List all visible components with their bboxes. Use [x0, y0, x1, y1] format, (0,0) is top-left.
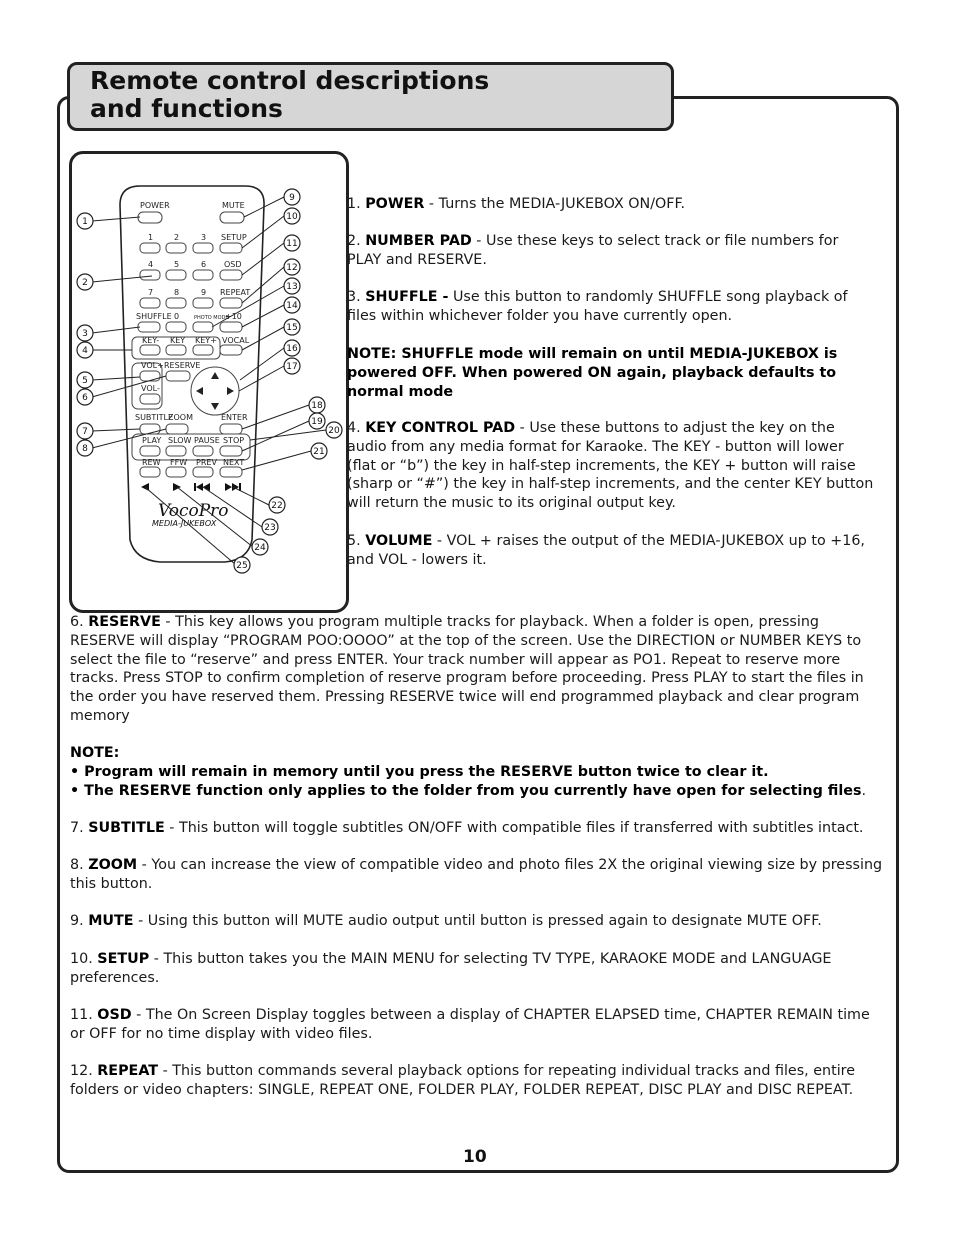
callout-16: 16: [286, 344, 298, 354]
label-rew: REW: [142, 458, 161, 467]
item-repeat: 12. REPEAT - This button commands several playback options for repeating individual tracks and files, entire folders or video chapters: SINGLE, REPEAT ONE, FOLDER PLAY, FOLDER REPEAT, DISC PLAY and DISC REPEAT.: [70, 1063, 856, 1098]
label-mute: MUTE: [222, 201, 245, 210]
label-5: 5: [174, 260, 180, 269]
callout-5: 5: [82, 376, 88, 386]
label-next: NEXT: [223, 458, 245, 467]
label-subtitle: SUBTITLE: [135, 413, 174, 422]
callout-8: 8: [82, 444, 88, 454]
label-key: KEY: [170, 336, 186, 345]
label-plus10: +10: [225, 312, 242, 321]
label-play: PLAY: [142, 436, 162, 445]
callout-14: 14: [286, 301, 298, 311]
label-4: 4: [148, 260, 154, 269]
callout-2: 2: [82, 278, 88, 288]
label-2: 2: [174, 233, 180, 242]
item-subtitle: 7. SUBTITLE - This button will toggle subtitles ON/OFF with compatible files if transferred with subtitles intact.: [70, 820, 864, 836]
item-volume: 5. VOLUME - VOL + raises the output of the MEDIA-JUKEBOX up to +16, and VOL - lowers it.: [347, 533, 865, 568]
reserve-note: NOTE: • Program will remain in memory until you press the RESERVE button twice to clear it. • The RESERVE function only applies to the folder from you currently have open for selecting files.: [70, 745, 867, 799]
item-reserve: 6. RESERVE - This key allows you program multiple tracks for playback. When a folder is open, pressing RESERVE will display “PROGRAM POO:OOOO” at the top of the screen. Use the DIRECTION or NUMBER KEYS to select the file to “reserve” and press ENTER. Your track number will appear as PO1. Repeat to reserve more tracks. Press STOP to confirm completion of reserve program before proceeding. Press PLAY to start the files in the order you have reserved them. Pressing RESERVE twice will end programmed playback and clear program memory: [70, 614, 864, 724]
callout-20: 20: [328, 426, 340, 436]
mute-button-shape: [220, 212, 244, 223]
label-ffw: FFW: [170, 458, 188, 467]
callout-1: 1: [82, 217, 88, 227]
item-key-control-pad: 4. KEY CONTROL PAD - Use these buttons to adjust the key on the audio from any media format for Karaoke. The KEY - button will lower (flat or “b”) the key in half-step increments, the KEY + button will raise (sharp or “#”) the key in half-step increments, and the center KEY button will return the music to its original output key.: [347, 420, 874, 512]
label-enter: ENTER: [221, 413, 248, 422]
label-prev: PREV: [196, 458, 217, 467]
shuffle-note: NOTE: SHUFFLE mode will remain on until MEDIA-JUKEBOX is powered OFF. When powered ON again, playback defaults to normal mode: [347, 346, 838, 400]
label-shuffle: SHUFFLE: [136, 312, 172, 321]
callout-17: 17: [286, 362, 298, 372]
prev-icon: [194, 483, 196, 491]
label-vol-minus: VOL-: [141, 384, 160, 393]
callout-11: 11: [286, 239, 298, 249]
callout-4: 4: [82, 346, 88, 356]
label-6: 6: [201, 260, 207, 269]
label-osd: OSD: [224, 260, 242, 269]
callout-23: 23: [264, 523, 276, 533]
item-number-pad: 2. NUMBER PAD - Use these keys to select track or file numbers for PLAY and RESERVE.: [347, 233, 839, 268]
callout-3: 3: [82, 329, 88, 339]
model-name: MEDIA-JUKEBOX: [152, 519, 217, 528]
callout-22: 22: [271, 501, 283, 511]
item-zoom: 8. ZOOM - You can increase the view of compatible video and photo files 2X the original viewing size by pressing this button.: [70, 857, 883, 892]
page-title: Remote control descriptions and functions: [90, 66, 490, 123]
item-mute: 9. MUTE - Using this button will MUTE audio output until button is pressed again to designate MUTE OFF.: [70, 913, 822, 929]
label-vol-plus: VOL+: [141, 361, 164, 370]
label-9: 9: [201, 288, 207, 297]
callout-10: 10: [286, 212, 298, 222]
label-1: 1: [148, 233, 154, 242]
label-3: 3: [201, 233, 207, 242]
page-number: 10: [463, 1147, 487, 1167]
brand-logo: VocoPro: [158, 501, 229, 521]
item-osd: 11. OSD - The On Screen Display toggles between a display of CHAPTER ELAPSED time, CHAPTER REMAIN time or OFF for no time display with video files.: [70, 1007, 870, 1042]
label-power: POWER: [140, 201, 170, 210]
label-0: 0: [174, 312, 180, 321]
callout-25: 25: [236, 561, 248, 571]
label-pause: PAUSE: [194, 436, 220, 445]
callout-7: 7: [82, 427, 88, 437]
callout-24: 24: [254, 543, 266, 553]
label-8: 8: [174, 288, 180, 297]
label-slow: SLOW: [168, 436, 192, 445]
item-shuffle: 3. SHUFFLE - Use this button to randomly SHUFFLE song playback of files within whichever folder you have currently open.: [347, 289, 848, 324]
callout-18: 18: [311, 401, 323, 411]
label-zoom: ZOOM: [168, 413, 193, 422]
item-power: 1. POWER - Turns the MEDIA-JUKEBOX ON/OFF.: [347, 196, 686, 212]
label-setup: SETUP: [221, 233, 247, 242]
label-vocal: VOCAL: [222, 336, 250, 345]
label-7: 7: [148, 288, 154, 297]
callout-13: 13: [286, 282, 298, 292]
callout-19: 19: [311, 417, 323, 427]
label-photo-mode: PHOTO MODE: [194, 315, 229, 321]
callout-21: 21: [313, 447, 325, 457]
item-setup: 10. SETUP - This button takes you the MAIN MENU for selecting TV TYPE, KARAOKE MODE and LANGUAGE preferences.: [70, 951, 832, 986]
label-key-plus: KEY+: [195, 336, 217, 345]
callout-12: 12: [286, 263, 298, 273]
label-repeat: REPEAT: [220, 288, 251, 297]
callout-6: 6: [82, 393, 88, 403]
label-reserve: RESERVE: [164, 361, 201, 370]
label-key-minus: KEY-: [142, 336, 160, 345]
callout-15: 15: [286, 323, 298, 333]
power-button-shape: [138, 212, 162, 223]
label-stop: STOP: [223, 436, 245, 445]
callout-9: 9: [289, 193, 295, 203]
